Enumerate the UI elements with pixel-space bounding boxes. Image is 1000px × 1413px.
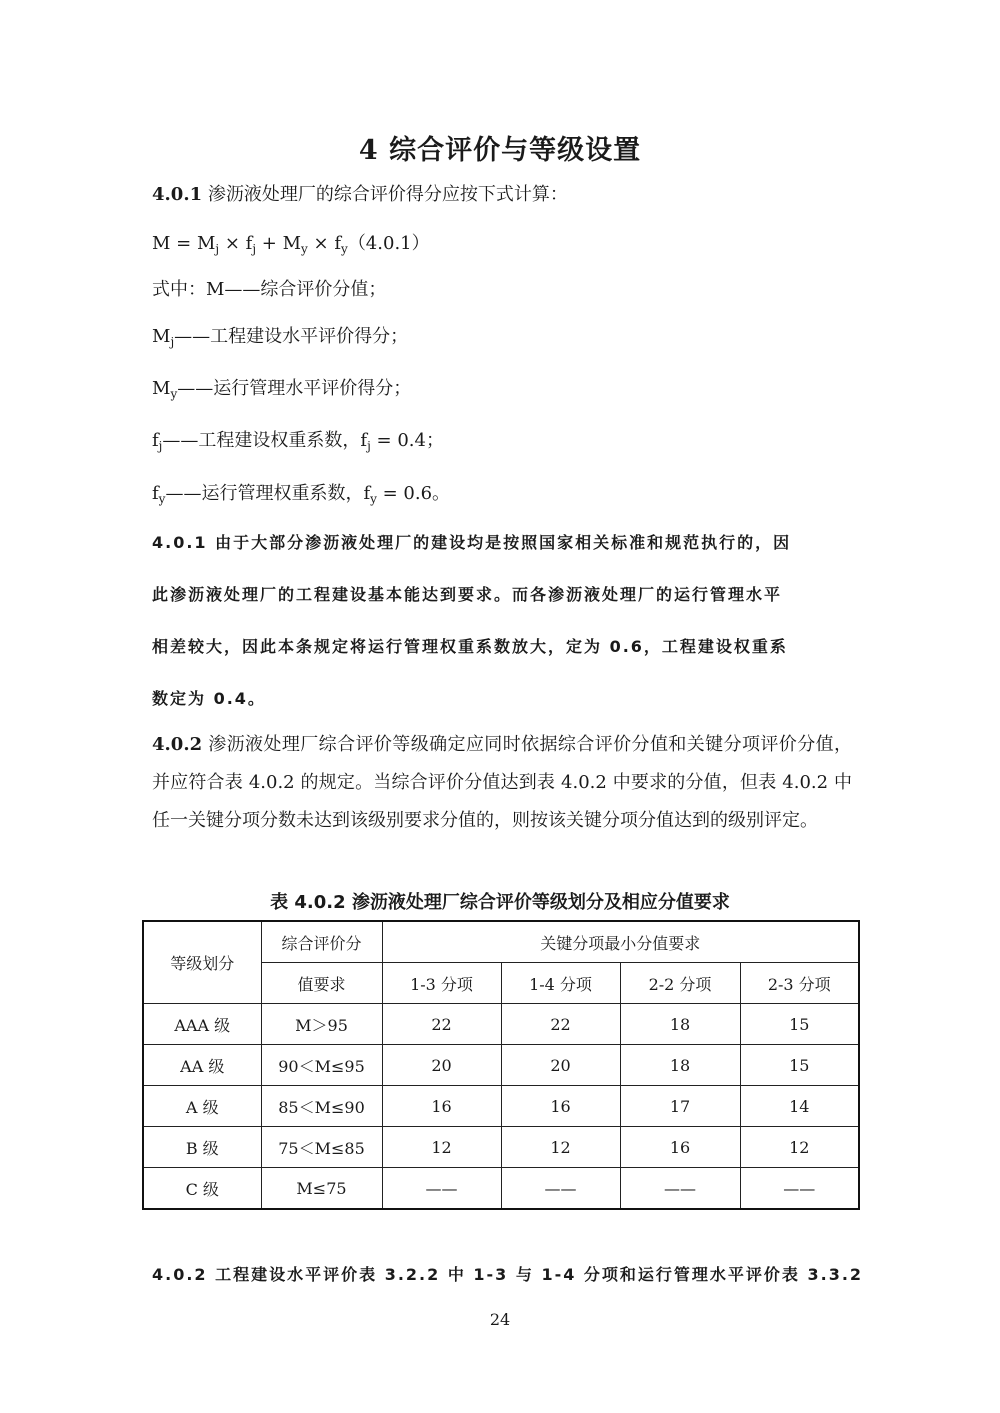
table-row [143, 1127, 859, 1168]
page-number: 24 [489, 1310, 511, 1329]
definition-text: ——运行管理权重系数， [165, 483, 364, 504]
table-cell: 12 [501, 1127, 620, 1168]
table-cell: —— [501, 1168, 620, 1210]
table-cell: 20 [382, 1045, 501, 1086]
table-cell: 16 [620, 1127, 740, 1168]
symbol-M: M [152, 326, 171, 347]
where-line: 式中：M——综合评价分值； [152, 279, 387, 300]
definition-text: ——工程建设权重系数， [162, 430, 361, 451]
definition-text: ——运行管理水平评价得分； [177, 378, 412, 399]
table-cell: 20 [501, 1045, 620, 1086]
subscript-j: j [158, 439, 163, 453]
clause-4-0-2 [152, 726, 852, 840]
table-cell: —— [620, 1168, 740, 1210]
table-cell: 14 [740, 1086, 859, 1127]
table-cell: A 级 [143, 1086, 261, 1127]
table-cell: M≤75 [261, 1168, 382, 1210]
formula-4-0-1 [152, 229, 430, 256]
definition-Mj [152, 322, 408, 349]
formula-equals: = [170, 233, 197, 254]
table-cell: M＞95 [261, 1004, 382, 1045]
header-score-line2: 值要求 [261, 963, 382, 1004]
table-cell: AA 级 [143, 1045, 261, 1086]
clause-text: 渗沥液处理厂的综合评价得分应按下式计算： [202, 184, 568, 205]
definition-text: ——工程建设水平评价得分； [174, 326, 409, 347]
symbol-M: M [152, 378, 171, 399]
grade-table [142, 920, 860, 1210]
section-heading: 4 综合评价与等级设置 [358, 135, 642, 166]
table-cell: 16 [382, 1086, 501, 1127]
table-row [143, 1086, 859, 1127]
subscript-j: j [170, 335, 175, 349]
subheader-cell: 2-2 分项 [620, 963, 740, 1004]
subscript-y: y [341, 242, 348, 256]
table-cell: —— [740, 1168, 859, 1210]
table-header-row [143, 921, 859, 963]
commentary-line-3: 相差较大，因此本条规定将运行管理权重系数放大，定为 0.6，工程建设权重系 [152, 637, 788, 656]
table-cell: 85＜M≤90 [261, 1086, 382, 1127]
formula-Mj: M [196, 233, 216, 254]
table-cell: 90＜M≤95 [261, 1045, 382, 1086]
subscript-y: y [301, 242, 308, 256]
subheader-cell: 1-4 分项 [501, 963, 620, 1004]
subscript-j: j [215, 242, 220, 256]
table-cell: 22 [501, 1004, 620, 1045]
table-row [143, 1004, 859, 1045]
symbol-f: f [152, 483, 159, 504]
table-cell: 18 [620, 1045, 740, 1086]
formula-number: （4.0.1） [347, 233, 430, 254]
clause-number: 4.0.2 [152, 734, 203, 755]
formula-plus: + [256, 233, 283, 254]
table-cell: 16 [501, 1086, 620, 1127]
definition-value: = 0.4； [370, 430, 444, 451]
table-cell: 15 [740, 1045, 859, 1086]
formula-times: × [307, 233, 335, 254]
table-cell: 17 [620, 1086, 740, 1127]
formula-fj: f [245, 233, 253, 254]
formula-My: M [282, 233, 302, 254]
formula-times: × [219, 233, 246, 254]
commentary-4-0-2: 4.0.2 工程建设水平评价表 3.2.2 中 1-3 与 1-4 分项和运行管理水平评价表 3.3.2 [152, 1265, 864, 1284]
clause-text: 渗沥液处理厂综合评价等级确定应同时依据综合评价分值和关键分项评价分值，并应符合表 4.0.2 的规定。当综合评价分值达到表 4.0.2 中要求的分值，但表 4.0.2 中任一关键分项分数未达到该级别要求分值的，则按该关键分项分值达到的级别评定。 [152, 734, 852, 831]
subheader-cell: 1-3 分项 [382, 963, 501, 1004]
commentary-line-2: 此渗沥液处理厂的工程建设基本能达到要求。而各渗沥液处理厂的运行管理水平 [152, 585, 783, 604]
header-grade: 等级划分 [143, 921, 261, 1004]
definition-fy [152, 479, 450, 506]
table-cell: B 级 [143, 1127, 261, 1168]
subscript-y: y [158, 492, 166, 506]
header-key-items: 关键分项最小分值要求 [382, 921, 859, 963]
symbol-f: f [363, 483, 371, 504]
subscript-y: y [170, 387, 178, 401]
subscript-y: y [370, 492, 377, 506]
symbol-f: f [152, 430, 159, 451]
table-row [143, 1045, 859, 1086]
table-row [143, 1168, 859, 1210]
table-cell: 22 [382, 1004, 501, 1045]
definition-My [152, 374, 411, 401]
header-score-line1: 综合评价分 [261, 921, 382, 963]
table-caption: 表 4.0.2 渗沥液处理厂综合评价等级划分及相应分值要求 [270, 892, 730, 913]
table-cell: —— [382, 1168, 501, 1210]
table-cell: 12 [740, 1127, 859, 1168]
commentary-line-1: 4.0.1 由于大部分渗沥液处理厂的建设均是按照国家相关标准和规范执行的，因 [152, 533, 792, 552]
table-cell: 75＜M≤85 [261, 1127, 382, 1168]
commentary-line-4: 数定为 0.4。 [152, 689, 266, 708]
formula-M: M [152, 233, 171, 254]
table-cell: C 级 [143, 1168, 261, 1210]
definition-value: = 0.6。 [376, 483, 451, 504]
table-cell: 15 [740, 1004, 859, 1045]
table-cell: 18 [620, 1004, 740, 1045]
definition-fj [152, 426, 444, 453]
clause-4-0-1 [152, 180, 568, 206]
table-cell: AAA 级 [143, 1004, 261, 1045]
table-cell: 12 [382, 1127, 501, 1168]
subscript-j: j [252, 242, 257, 256]
formula-fy: f [334, 233, 342, 254]
clause-number: 4.0.1 [152, 184, 203, 205]
symbol-f: f [360, 430, 368, 451]
subscript-j: j [367, 439, 371, 453]
subheader-cell: 2-3 分项 [740, 963, 859, 1004]
